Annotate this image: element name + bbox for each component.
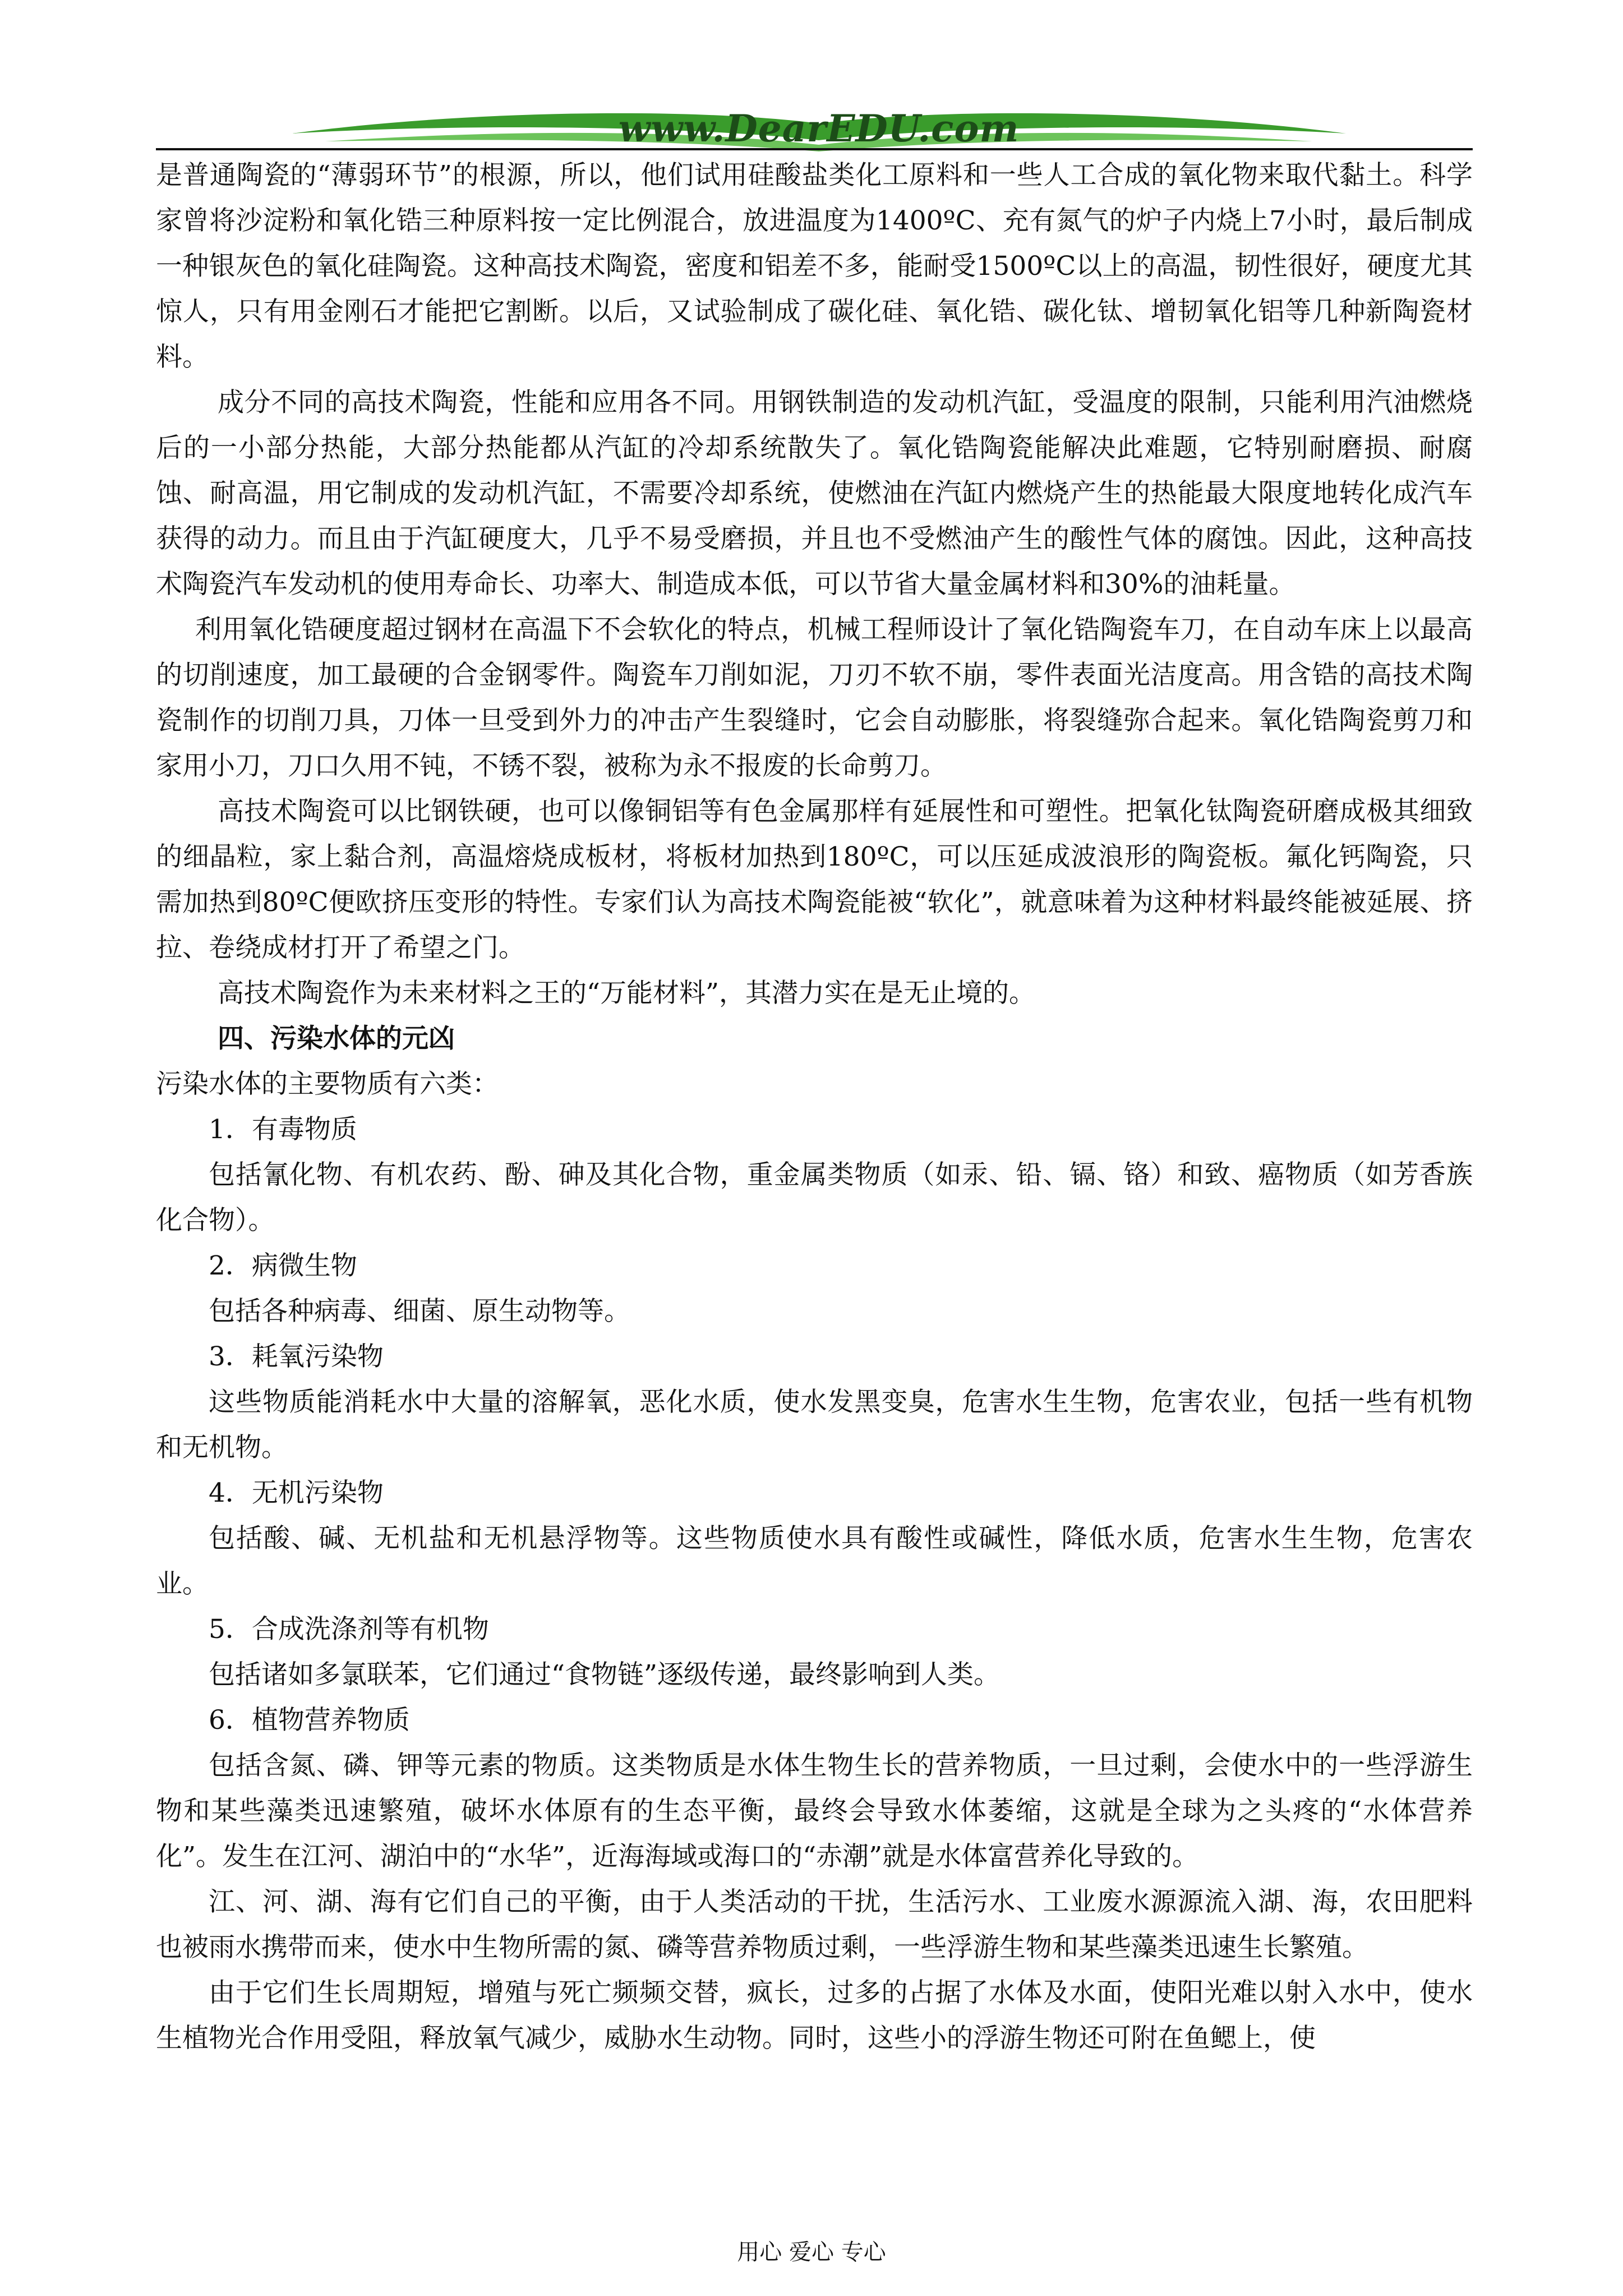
header-divider <box>156 148 1473 150</box>
page-footer: 用心 爱心 专心 <box>737 2239 886 2265</box>
paragraph-eutrophication: 江、河、湖、海有它们自己的平衡，由于人类活动的干扰，生活污水、工业废水源源流入湖、海，农田肥料也被雨水携带而来，使水中生物所需的氮、磷等营养物质过剩，一些浮游生物和某些藻类迅速生长繁殖。 <box>156 1887 1473 1963</box>
site-logo-text: www.DearEDU.com <box>618 107 1020 150</box>
list-item-title: 4．无机污染物 <box>209 1478 384 1508</box>
paragraph-ceramics-intro: 是普通陶瓷的“薄弱环节”的根源，所以，他们试用硅酸盐类化工原料和一些人工合成的氧化物来取代黏土。科学家曾将沙淀粉和氧化锆三种原料按一定比例混合，放进温度为1400ºC、充有氮气的炉子内烧上7小时，最后制成一种银灰色的氧化硅陶瓷。这种高技术陶瓷，密度和铝差不多，能耐受1500ºC以上的高温，韧性很好，硬度尤其惊人，只有用金刚石才能把它割断。以后，又试验制成了碳化硅、氧化锆、碳化钛、增韧氧化铝等几种新陶瓷材料。 <box>156 160 1473 372</box>
paragraph-engine-cylinder: 成分不同的高技术陶瓷，性能和应用各不同。用钢铁制造的发动机汽缸，受温度的限制，只能利用汽油燃烧后的一小部分热能，大部分热能都从汽缸的冷却系统散失了。氧化锆陶瓷能解决此难题，它特别耐磨损、耐腐蚀、耐高温，用它制成的发动机汽缸，不需要冷却系统，使燃油在汽缸内燃烧产生的热能最大限度地转化成汽车获得的动力。而且由于汽缸硬度大，几乎不易受磨损，并且也不受燃油产生的酸性气体的腐蚀。因此，这种高技术陶瓷汽车发动机的使用寿命长、功率大、制造成本低，可以节省大量金属材料和30%的油耗量。 <box>156 387 1473 600</box>
list-item-description: 包括酸、碱、无机盐和无机悬浮物等。这些物质使水具有酸性或碱性，降低水质，危害水生生物，危害农业。 <box>156 1523 1473 1599</box>
paragraph-plankton-effects: 由于它们生长周期短，增殖与死亡频频交替，疯长，过多的占据了水体及水面，使阳光难以射入水中，使水生植物光合作用受阻，释放氧气减少，威胁水生动物。同时，这些小的浮游生物还可附在鱼鳃上，使 <box>156 1977 1473 2054</box>
list-item-description: 包括氰化物、有机农药、酚、砷及其化合物，重金属类物质（如汞、铅、镉、铬）和致、癌物质（如芳香族化合物）。 <box>156 1159 1473 1236</box>
section-intro: 污染水体的主要物质有六类： <box>156 1069 499 1099</box>
section-heading: 四、污染水体的元凶 <box>218 1023 455 1054</box>
list-item-description: 包括含氮、磷、钾等元素的物质。这类物质是水体生物生长的营养物质，一旦过剩，会使水中的一些浮游生物和某些藻类迅速繁殖，破坏水体原有的生态平衡，最终会导致水体萎缩，这就是全球为之头疼的“水体营养化”。发生在江河、湖泊中的“水华”，近海海域或海口的“赤潮”就是水体富营养化导致的。 <box>156 1750 1473 1872</box>
list-item-title: 2．病微生物 <box>209 1250 357 1281</box>
list-item-title: 1．有毒物质 <box>209 1114 357 1145</box>
list-item-title: 6．植物营养物质 <box>209 1705 410 1736</box>
document-body <box>156 153 1473 2061</box>
list-item-description: 包括各种病毒、细菌、原生动物等。 <box>209 1296 630 1327</box>
paragraph-potential: 高技术陶瓷作为未来材料之王的“万能材料”，其潜力实在是无止境的。 <box>218 978 1036 1009</box>
list-item-title: 5．合成洗涤剂等有机物 <box>209 1614 489 1645</box>
list-item-description: 这些物质能消耗水中大量的溶解氧，恶化水质，使水发黑变臭，危害水生生物，危害农业，包括一些有机物和无机物。 <box>156 1387 1473 1463</box>
paragraph-cutting-tools: 利用氧化锆硬度超过钢材在高温下不会软化的特点，机械工程师设计了氧化锆陶瓷车刀，在自动车床上以最高的切削速度，加工最硬的合金钢零件。陶瓷车刀削如泥，刀刃不软不崩，零件表面光洁度高。用含锆的高技术陶瓷制作的切削刀具，刀体一旦受到外力的冲击产生裂缝时，它会自动膨胀，将裂缝弥合起来。氧化锆陶瓷剪刀和家用小刀，刀口久用不钝，不锈不裂，被称为永不报废的长命剪刀。 <box>156 614 1473 781</box>
paragraph-ductility: 高技术陶瓷可以比钢铁硬，也可以像铜铝等有色金属那样有延展性和可塑性。把氧化钛陶瓷研磨成极其细致的细晶粒，家上黏合剂，高温熔烧成板材，将板材加热到180ºC，可以压延成波浪形的陶瓷板。氟化钙陶瓷，只需加热到80ºC便欧挤压变形的特性。专家们认为高技术陶瓷能被“软化”，就意味着为这种材料最终能被延展、挤拉、卷绕成材打开了希望之门。 <box>156 796 1473 963</box>
list-item-description: 包括诸如多氯联苯，它们通过“食物链”逐级传递，最终影响到人类。 <box>209 1659 1000 1690</box>
list-item-title: 3．耗氧污染物 <box>209 1341 384 1372</box>
